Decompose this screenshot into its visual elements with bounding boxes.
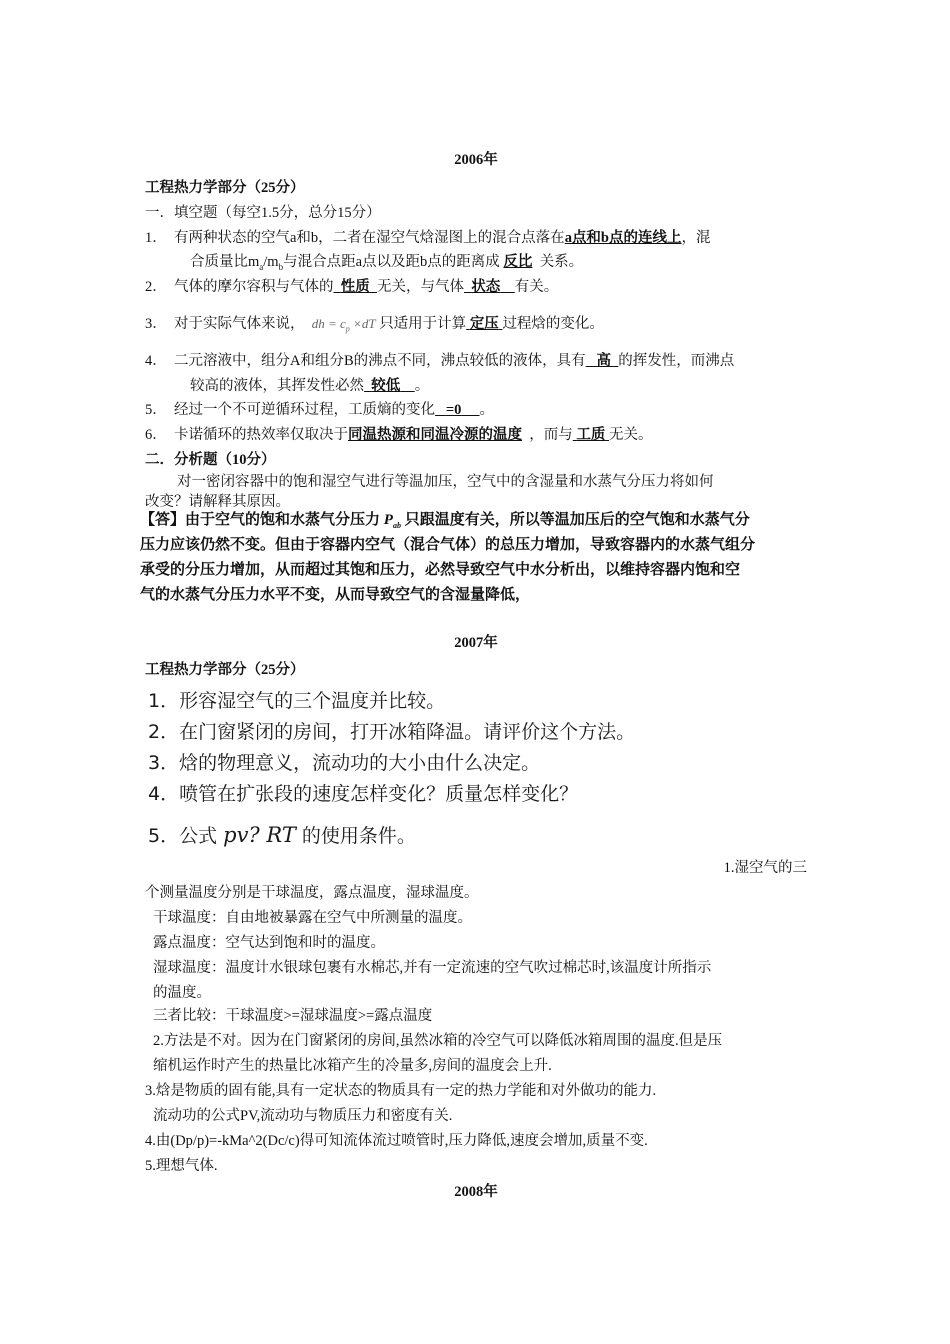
analysis-title: 二．分析题（10分） [145,452,276,468]
analysis-question-line-1: 对一密闭容器中的饱和湿空气进行等温加压，空气中的含湿量和水蒸气分压力将如何 [177,474,714,490]
enthalpy-formula: dh = $c_p \times dT$ [311,316,376,334]
wet-bulb-definition-line-2: 的温度。 [153,985,211,1001]
temperature-comparison: 三者比较：干球温度>=湿球温度>=露点温度 [153,1008,433,1024]
scanned-question-3: 3．焓的物理意义，流动功的大小由什么决定。 [148,752,541,774]
analysis-question-line-2: 改变？请解释其原因。 [145,494,290,510]
year-2006-heading: 2006年 [454,152,498,168]
answer-1-text: 个测量温度分别是干球温度，露点温度，湿球温度。 [145,885,479,901]
scanned-question-2: 2．在门窗紧闭的房间，打开冰箱降温。请评价这个方法。 [148,721,636,743]
answer-line-1: 【答】由于空气的饱和水蒸气分压力 $P_{ab}$ 只跟温度有关，所以等温加压后的空气饱和水蒸气分 [140,512,750,530]
answer-blank: =0 [445,402,462,418]
answer-line-3: 承受的分压力增加，从而超过其饱和压力，必然导致空气中水分析出，以维持容器内饱和空 [140,562,741,578]
scanned-question-1: 1．形容湿空气的三个温度并比较。 [148,690,446,712]
answer-blank: 同温热源和同温冷源的温度 [348,427,522,443]
answer-1-start: 1.湿空气的三 [723,860,807,876]
answer-blank: 状态 [471,279,501,295]
answer-2-line-2: 缩机运作时产生的热量比冰箱产生的冷量多,房间的温度会上升. [153,1058,552,1074]
question-2: 2． 气体的摩尔容积与气体的 性质 无关，与气体 状态 有关。 [145,279,559,295]
answer-blank: 工质 [576,427,606,443]
question-6: 6． 卡诺循环的热效率仅取决于同温热源和同温冷源的温度 ，而与 工质 无关。 [145,427,653,443]
wet-bulb-definition-line-1: 湿球温度：温度计水银球包裹有水棉芯,并有一定流速的空气吹过棉芯时,该温度计所指示 [153,960,712,976]
answer-blank: 性质 [340,279,370,295]
question-1-line-1: 1． 有两种状态的空气a和b，二者在湿空气焓湿图上的混合点落在a点和b点的连线上，混 [145,230,711,246]
question-5: 5． 经过一个不可逆循环过程，工质熵的变化 =0 。 [145,402,495,418]
section-2007-title: 工程热力学部分（25分） [145,662,305,678]
section-2006-title: 工程热力学部分（25分） [145,180,305,196]
answer-line-2: 压力应该仍然不变。但由于容器内空气（混合气体）的总压力增加，导致容器内的水蒸气组分 [140,537,756,553]
question-3: 3． 对于实际气体来说， dh = $c_p \times dT$ 只适用于计算 定压 过程焓的变化。 [145,316,604,334]
answer-3-line-1: 3.焓是物质的固有能,具有一定状态的物质具有一定的热力学能和对外做功的能力. [145,1083,657,1099]
scanned-question-4: 4．喷管在扩张段的速度怎样变化？质量怎样变化？ [148,783,579,805]
answer-3-line-2: 流动功的公式PV,流动功与物质压力和密度有关. [153,1108,453,1124]
dry-bulb-definition: 干球温度：自由地被暴露在空气中所测量的温度。 [153,910,472,926]
answer-blank: a点和b点的连线上 [564,230,682,246]
question-4-line-2: 较高的液体，其挥发性必然 较低 。 [190,378,430,394]
fill-in-title: 一．填空题（每空1.5分，总分15分） [145,205,381,221]
year-2008-heading: 2008年 [454,1184,498,1200]
answer-4: 4.由(Dp/p)=-kMa^2(Dc/c)得可知流体流过喷管时,压力降低,速度会增加,质量不变. [145,1133,648,1149]
scanned-question-5: 5．公式 pv? RT 的使用条件。 [148,823,416,847]
question-4-line-1: 4． 二元溶液中，组分A和组分B的沸点不同，沸点较低的液体，具有 高 的挥发性，而沸点 [145,353,735,369]
answer-blank: 较低 [371,378,401,394]
ideal-gas-formula: pv? RT [223,823,296,847]
answer-blank: 反比 [503,254,533,270]
answer-5: 5.理想气体. [145,1158,218,1174]
year-2007-heading: 2007年 [454,635,498,651]
question-1-line-2: 合质量比$m_a/m_b$与混合点距a点以及距b点的距离成 反比 关系。 [190,254,584,272]
answer-line-4: 气的水蒸气分压力水平不变，从而导致空气的含湿量降低， [140,587,531,603]
answer-2-line-1: 2.方法是不对。因为在门窗紧闭的房间,虽然冰箱的冷空气可以降低冰箱周围的温度.但是压 [153,1033,723,1049]
dew-point-definition: 露点温度：空气达到饱和时的温度。 [153,935,385,951]
answer-blank: 高 [596,353,612,369]
answer-blank: 定压 [469,316,499,332]
